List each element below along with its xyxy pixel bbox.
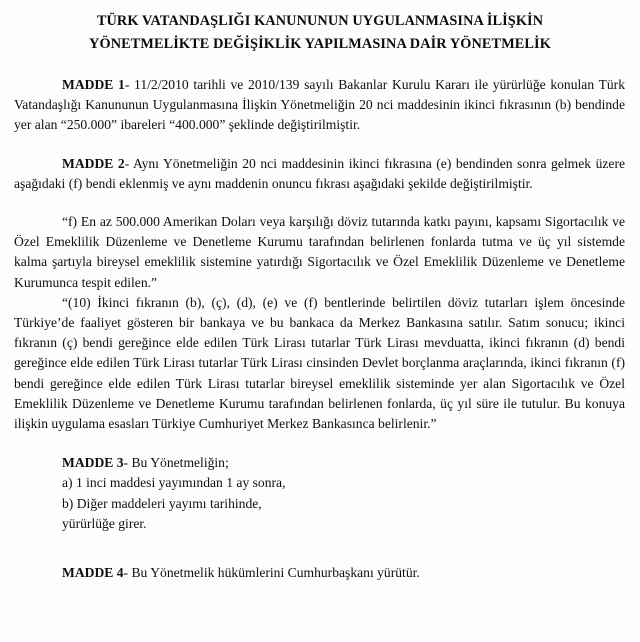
spacer-madde3-madde4 [14,534,625,553]
spacer-madde3-madde4-extra [14,553,625,563]
madde-3-item-a: a) 1 inci maddesi yayımından 1 ay sonra, [62,475,286,491]
madde-3-heading [62,453,625,473]
madde-3-label: MADDE 3 [62,455,124,471]
madde-3-closing: yürürlüğe girer. [62,515,147,531]
madde-3-text: - Bu Yönetmeliğin; [123,455,229,471]
clause-fikra-10: “(10) İkinci fıkranın (b), (ç), (d), (e) ve (f) bentlerinde belirtilen döviz tutarları işlem öncesinde Türkiye’de faaliyet gösteren bir bankaya ve bu bankaca da Merkez Bankasına satılır. Satım sonucu; ikinci fıkranın (ç) bendi gereğince elde edilen Türk Lirası tutarlar Türk Lirası mevduatta, ikinci fıkranın (d) bendi gereğince elde edilen Türk Lirası tutarlar Türk Lirası cinsinden Devlet borçlanma araçlarında, ikinci fıkranın (f) bendi gereğince elde edilen Türk Lirası tutarlar bireysel emeklilik sisteminde yer alan Sigortacılık ve Özel Emeklilik Düzenleme ve Denetleme Kurumu tarafından belirlenen fonlarda, üç yıl süre ile tutulur. Bu konuya ilişkin uygulama esasları Türkiye Cumhuriyet Merkez Bankasınca belirlenir.” [14,294,625,432]
madde-1-text: - 11/2/2010 tarihli ve 2010/139 sayılı Bakanlar Kurulu Kararı ile yürürlüğe konulan Türk Vatandaşlığı Kanununun Uygulanmasına İlişkin Yönetmeliğin 20 nci maddesinin ikinci fıkrasının (b) bendinde yer alan “250.000” ibareleri “400.000” şeklinde değiştirilmiştir. [14,77,625,133]
page-title-line-1: TÜRK VATANDAŞLIĞI KANUNUNUN UYGULANMASINA İLİŞKİN [96,13,544,29]
spacer-madde1-madde2 [14,136,625,154]
madde-3-item-b: b) Diğer maddeleri yayımı tarihinde, [62,495,262,511]
madde-4-text: - Bu Yönetmelik hükümlerini Cumhurbaşkanı yürütür. [123,565,420,581]
page-title-line-2: YÖNETMELİKTE DEĞİŞİKLİK YAPILMASINA DAİR YÖNETMELİK [89,36,551,52]
madde-2-text: - Aynı Yönetmeliğin 20 nci maddesinin ikinci fıkrasına (e) bendinden sonra gelmek üzere aşağıdaki (f) bendi eklenmiş ve aynı maddenin onuncu fıkrası aşağıdaki şekilde değiştirilmiştir. [14,155,625,191]
spacer-madde2-bendf [14,194,625,212]
article-madde-4 [14,563,625,583]
page-title [0,0,640,56]
madde-1-label: MADDE 1 [62,77,125,92]
document-body [0,56,640,583]
article-madde-2 [14,154,625,194]
article-madde-1 [14,75,625,136]
madde-4-line [62,563,625,583]
spacer-title-madde1 [14,56,625,75]
article-madde-3 [14,453,625,534]
madde-4-label: MADDE 4 [62,565,124,581]
clause-bend-f: “f) En az 500.000 Amerikan Doları veya karşılığı döviz tutarında katkı payını, kapsamı Sigortacılık ve Özel Emeklilik Düzenleme ve Denetleme Kurumu tarafından belirlenen fonlarda tutma ve üç yıl sistemde kalma şartıyla bireysel emeklilik sistemine yatırdığı Sigortacılık ve Özel Emeklilik Düzenleme ve Denetleme Kurumunca tespit edilen.” [14,214,625,290]
madde-2-label: MADDE 2 [62,155,125,171]
spacer-fikra10-madde3 [14,434,625,453]
